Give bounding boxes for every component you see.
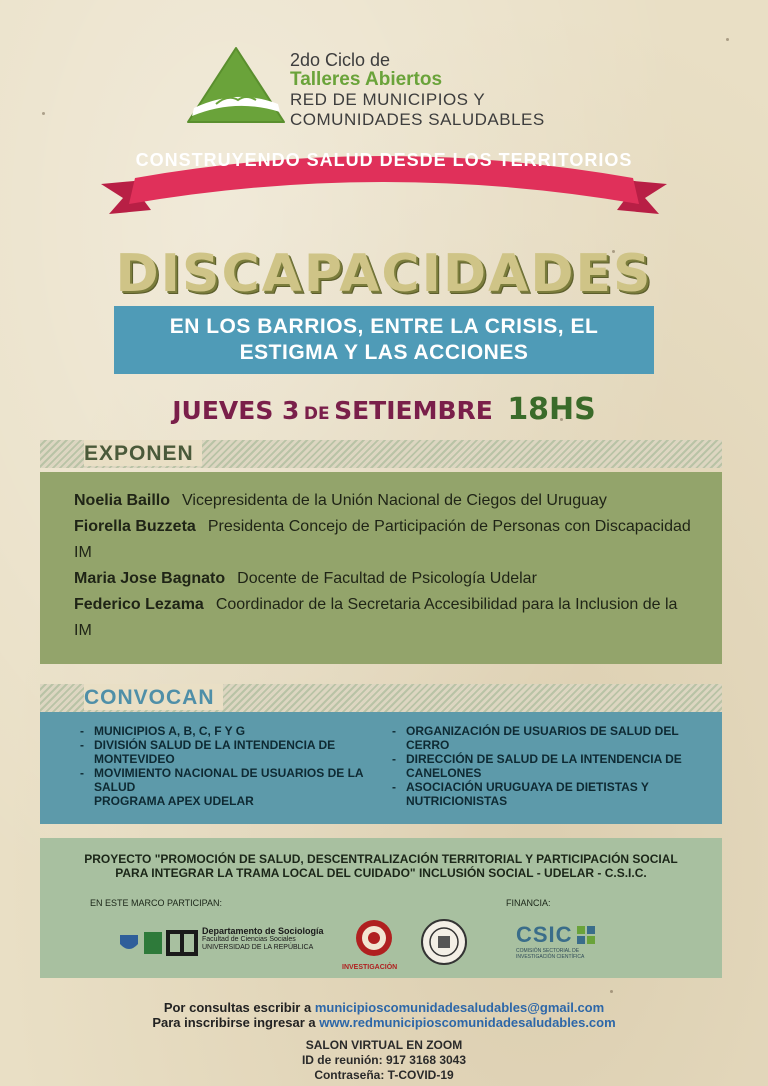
- speaker-role: Docente de Facultad de Psicología Udelar: [237, 570, 537, 587]
- network-label-2: COMUNIDADES SALUDABLES: [290, 110, 545, 129]
- speck: [42, 112, 45, 115]
- organizer-item: - DIVISIÓN SALUD DE LA INTENDENCIA DE MONTEVIDEO: [80, 738, 336, 766]
- speaker-item: [74, 488, 692, 514]
- logo-text: [290, 50, 545, 130]
- speck: [610, 990, 613, 993]
- organizer-item: - ORGANIZACIÓN DE USUARIOS DE SALUD DEL CERRO: [392, 724, 679, 752]
- workshops-label: Talleres Abiertos: [290, 69, 443, 90]
- speaker-item: [74, 514, 692, 566]
- convocan-header: [40, 684, 722, 712]
- date-day: JUEVES 3: [172, 396, 300, 425]
- zoom-password: Contraseña: T-COVID-19: [314, 1068, 454, 1082]
- organizer-item: - MUNICIPIOS A, B, C, F Y G: [80, 724, 246, 738]
- speakers-box: [40, 472, 722, 664]
- project-box: [40, 838, 722, 978]
- network-label: RED DE MUNICIPIOS Y: [290, 90, 486, 109]
- date-de: DE: [303, 404, 330, 424]
- organizer-item: - MOVIMIENTO NACIONAL DE USUARIOS DE LA SALUD: [80, 766, 364, 794]
- exponen-header: [40, 440, 722, 468]
- organizer-item: - ASOCIACIÓN URUGUAYA DE DIETISTAS Y NUTRICIONISTAS: [392, 780, 649, 808]
- participan-label: EN ESTE MARCO PARTICIPAN:: [90, 898, 223, 908]
- speaker-role: Vicepresidenta de la Unión Nacional de Ciegos del Uruguay: [182, 492, 607, 509]
- page-title: DISCAPACIDADES: [115, 244, 653, 304]
- zoom-title: SALON VIRTUAL EN ZOOM: [305, 1038, 463, 1052]
- ds-title: Departamento de Sociología: [202, 926, 324, 936]
- zoom-meeting-id: ID de reunión: 917 3168 3043: [301, 1053, 467, 1067]
- organizer-item: PROGRAMA APEX UDELAR: [94, 794, 254, 808]
- csic-word: CSIC: [516, 922, 573, 947]
- speaker-name: Noelia Baillo: [74, 492, 171, 509]
- project-description: PROYECTO "PROMOCIÓN DE SALUD, DESCENTRALIZACIÓN TERRITORIAL Y PARTICIPACIÓN SOCIAL PARA INTEGRAR LA TRAMA LOCAL DEL CUIDADO" INCLUSIÓN SOCIAL - UDELAR - C.S.I.C.: [84, 852, 678, 880]
- csic-subtitle: COMISIÓN SECTORIAL DE INVESTIGACIÓN CIENTÍFICA: [516, 948, 585, 960]
- sociology-department-logo: [118, 926, 328, 960]
- speaker-name: Fiorella Buzzeta: [74, 518, 196, 535]
- speaker-name: Federico Lezama: [74, 596, 204, 613]
- speaker-item: [74, 566, 692, 592]
- convocan-heading: CONVOCAN: [84, 684, 223, 710]
- cycle-label: 2do Ciclo de: [290, 50, 391, 70]
- faculty-seal-icon: [420, 918, 468, 966]
- shield-icon: [118, 932, 140, 954]
- investigation-label: INVESTIGACIÓN: [342, 964, 398, 971]
- speck: [726, 38, 729, 41]
- network-logo-icon: [186, 46, 286, 126]
- banner-text: CONSTRUYENDO SALUD DESDE LOS TERRITORIOS: [135, 150, 633, 170]
- financia-label: FINANCIA:: [506, 898, 551, 908]
- organizers-left: [80, 724, 380, 808]
- csic-mark-icon: [577, 926, 595, 944]
- contact-info: [0, 1000, 768, 1030]
- speaker-item: [74, 592, 692, 644]
- organizer-item: - DIRECCIÓN DE SALUD DE LA INTENDENCIA DE CANELONES: [392, 752, 682, 780]
- organizers-right: [392, 724, 692, 808]
- event-date: [0, 392, 768, 427]
- contact-email-link[interactable]: municipioscomunidadesaludables@gmail.com: [314, 1000, 605, 1015]
- registration-url-link[interactable]: www.redmunicipioscomunidadesaludables.com: [319, 1015, 616, 1030]
- subtitle-line-1: EN LOS BARRIOS, ENTRE LA CRISIS, EL: [169, 315, 599, 338]
- subtitle-line-2: ESTIGMA Y LAS ACCIONES: [239, 341, 529, 364]
- ds-subtitle: Facultad de Ciencias Sociales UNIVERSIDAD DE LA REPÚBLICA: [202, 936, 314, 951]
- exponen-heading: EXPONEN: [84, 440, 202, 466]
- csic-logo: [516, 922, 606, 960]
- speaker-role: Coordinador de la Secretaria Accesibilidad para la Inclusion de la IM: [74, 596, 678, 639]
- registration-line: Para inscribirse ingresar a www.redmunicipioscomunidadesaludables.com: [152, 1015, 616, 1030]
- partner-logos: [118, 916, 698, 972]
- subtitle-box: [114, 306, 654, 374]
- green-block-icon: [144, 932, 162, 954]
- speaker-name: Maria Jose Bagnato: [74, 570, 226, 587]
- event-time: 18HS: [507, 392, 596, 427]
- organizers-box: [40, 712, 722, 824]
- date-month: SETIEMBRE: [334, 396, 493, 425]
- contact-email-line: Por consultas escribir a municipioscomunidadesaludables@gmail.com: [163, 1000, 605, 1015]
- speaker-role: Presidenta Concejo de Participación de Personas con Discapacidad IM: [74, 518, 691, 561]
- ds-monogram-icon: [166, 930, 198, 956]
- zoom-info: [0, 1038, 768, 1083]
